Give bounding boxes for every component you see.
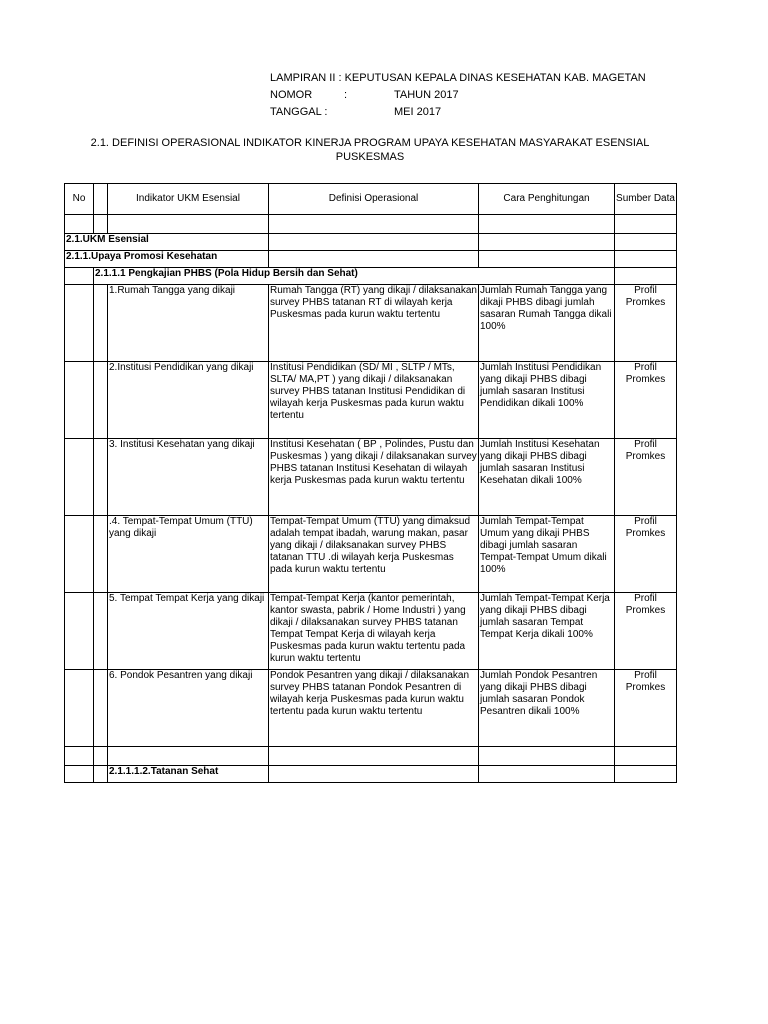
header-cara: Cara Penghitungan <box>479 184 615 215</box>
cara-cell: Jumlah Pondok Pesantren yang dikaji PHBS dibagi jumlah sasaran Pondok Pesantren dikali 100% <box>479 670 615 747</box>
section-upaya-promosi: 2.1.1.Upaya Promosi Kesehatan <box>65 251 269 268</box>
section-row-promosi <box>65 251 677 268</box>
sumber-cell: Profil Promkes <box>615 362 677 439</box>
indicator-table <box>64 183 677 783</box>
sumber-cell: Profil Promkes <box>615 285 677 362</box>
indikator-cell: .4. Tempat-Tempat Umum (TTU) yang dikaji <box>108 516 269 593</box>
lampiran-line <box>270 70 646 87</box>
spacer-row <box>65 747 677 766</box>
header-blank <box>94 184 108 215</box>
table-row <box>65 439 677 516</box>
document-header <box>270 70 646 121</box>
header-sumber: Sumber Data <box>615 184 677 215</box>
nomor-line <box>270 87 646 104</box>
nomor-label: NOMOR <box>270 89 313 101</box>
table-row <box>65 516 677 593</box>
indikator-cell: 3. Institusi Kesehatan yang dikaji <box>108 439 269 516</box>
header-definisi: Definisi Operasional <box>269 184 479 215</box>
tanggal-label: TANGGAL : <box>270 106 328 118</box>
section-ukm-esensial: 2.1.UKM Esensial <box>65 234 269 251</box>
definisi-cell: Institusi Pendidikan (SD/ MI , SLTP / MTs, SLTA/ MA,PT ) yang dikaji / dilaksanakan survey PHBS tatanan Institusi Pendidikan di wilayah kerja Puskesmas pada kurun waktu tertentu <box>269 362 479 439</box>
indikator-cell: 5. Tempat Tempat Kerja yang dikaji <box>108 593 269 670</box>
sumber-cell: Profil Promkes <box>615 516 677 593</box>
cara-cell: Jumlah Institusi Kesehatan yang dikaji PHBS dibagi jumlah sasaran Institusi Kesehatan dikali 100% <box>479 439 615 516</box>
section-tatanan-sehat: 2.1.1.1.2.Tatanan Sehat <box>108 766 269 783</box>
indikator-cell: 2.Institusi Pendidikan yang dikaji <box>108 362 269 439</box>
definisi-cell: Pondok Pesantren yang dikaji / dilaksanakan survey PHBS tatanan Pondok Pesantren di wilayah kerja Puskesmas pada kurun waktu tertentu pada kurun waktu tertentu <box>269 670 479 747</box>
table-header-row <box>65 184 677 215</box>
sumber-cell: Profil Promkes <box>615 439 677 516</box>
table-row <box>65 670 677 747</box>
nomor-colon: : <box>344 89 348 101</box>
header-no: No <box>65 184 94 215</box>
spacer-row <box>65 215 677 234</box>
lampiran-text: LAMPIRAN II : KEPUTUSAN KEPALA DINAS KESEHATAN KAB. MAGETAN <box>270 72 646 84</box>
title-line-2: PUSKESMAS <box>335 151 405 163</box>
indikator-cell: 1.Rumah Tangga yang dikaji <box>108 285 269 362</box>
cara-cell: Jumlah Tempat-Tempat Umum yang dikaji PHBS dibagi jumlah sasaran Tempat-Tempat Umum dikali 100% <box>479 516 615 593</box>
definisi-cell: Tempat-Tempat Umum (TTU) yang dimaksud adalah tempat ibadah, warung makan, pasar yang dikaji / dilaksanakan survey PHBS tatanan TTU .di wilayah kerja Puskesmas pada kurun waktu tertentu <box>269 516 479 593</box>
definisi-cell: Institusi Kesehatan ( BP , Polindes, Pustu dan Puskesmas ) yang dikaji / dilaksanakan survey PHBS tatanan Institusi Kesehatan di wilayah kerja Puskesmas pada kurun waktu tertentu <box>269 439 479 516</box>
tanggal-value: MEI 2017 <box>394 106 442 118</box>
cara-cell: Jumlah Tempat-Tempat Kerja yang dikaji PHBS dibagi jumlah sasaran Tempat Tempat Kerja dikali 100% <box>479 593 615 670</box>
definisi-cell: Tempat-Tempat Kerja (kantor pemerintah, kantor swasta, pabrik / Home Industri ) yang dikaji / dilaksanakan survey PHBS tatanan Tempat Tempat Kerja di wilayah kerja Puskesmas pada kurun waktu tertentu pada kurun waktu tertentu <box>269 593 479 670</box>
document-title <box>64 136 676 164</box>
sumber-cell: Profil Promkes <box>615 670 677 747</box>
cara-cell: Jumlah Rumah Tangga yang dikaji PHBS dibagi jumlah sasaran Rumah Tangga dikali 100% <box>479 285 615 362</box>
title-line-1: 2.1. DEFINISI OPERASIONAL INDIKATOR KINERJA PROGRAM UPAYA KESEHATAN MASYARAKAT ESENSIAL <box>90 137 650 149</box>
section-row-tatanan <box>65 766 677 783</box>
table-row <box>65 593 677 670</box>
header-indikator: Indikator UKM Esensial <box>108 184 269 215</box>
cara-cell: Jumlah Institusi Pendidikan yang dikaji PHBS dibagi jumlah sasaran Institusi Pendidikan dikali 100% <box>479 362 615 439</box>
definisi-cell: Rumah Tangga (RT) yang dikaji / dilaksanakan survey PHBS tatanan RT di wilayah kerja Puskesmas pada kurun waktu tertentu <box>269 285 479 362</box>
indikator-cell: 6. Pondok Pesantren yang dikaji <box>108 670 269 747</box>
table-row <box>65 285 677 362</box>
section-row-phbs <box>65 268 677 285</box>
sumber-cell: Profil Promkes <box>615 593 677 670</box>
nomor-value: TAHUN 2017 <box>394 89 459 101</box>
section-row-ukm <box>65 234 677 251</box>
tanggal-line <box>270 104 646 121</box>
section-pengkajian-phbs: 2.1.1.1 Pengkajian PHBS (Pola Hidup Bersih dan Sehat) <box>94 268 615 285</box>
table-row <box>65 362 677 439</box>
